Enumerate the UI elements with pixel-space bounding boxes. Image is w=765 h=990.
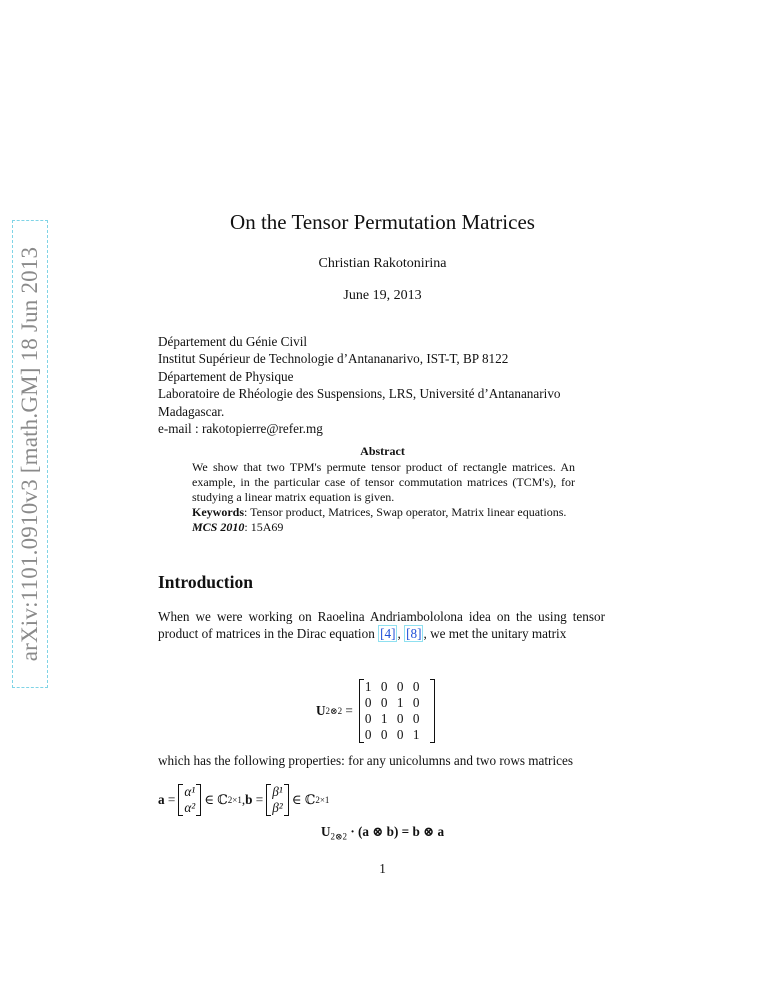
vector-b-brackets	[266, 784, 289, 816]
matrix-brackets	[359, 679, 435, 743]
vector-a-brackets	[178, 784, 201, 816]
author-name: Christian Rakotonirina	[318, 256, 447, 271]
matrix-cell: 1	[412, 727, 420, 742]
paper-title: On the Tensor Permutation Matrices	[230, 210, 535, 234]
equals-sign: =	[252, 792, 264, 807]
matrix-cell: 0	[412, 695, 420, 710]
mcs-line	[192, 520, 575, 535]
affiliation-block	[158, 333, 618, 437]
citation-link[interactable]: [8]	[406, 626, 422, 642]
vector-b-label: b	[245, 792, 253, 807]
matrix-cell: 0	[412, 679, 420, 694]
swap-lhs: U	[320, 824, 331, 839]
matrix-cell: 0	[396, 711, 404, 726]
matrix-cell: 0	[364, 727, 372, 742]
matrix-cell: 0	[364, 711, 372, 726]
keywords-text: : Tensor product, Matrices, Swap operator, Matrix linear equations.	[244, 505, 567, 519]
affiliation-line: Laboratoire de Rhéologie des Suspensions, LRS, Université d’Antananarivo	[158, 386, 561, 402]
vector-a-label: a	[158, 792, 165, 807]
dimension-superscript: 2×1	[315, 795, 330, 805]
matrix-cell: 0	[380, 727, 388, 742]
abstract-text: We show that two TPM's permute tensor product of rectangle matrices. An example, in the particular case of tensor commutation matrices (TCM's), for studying a linear matrix equation is given.	[192, 460, 575, 504]
swap-lhs-subscript: 2⊗2	[330, 831, 348, 842]
equals-sign: =	[164, 792, 176, 807]
matrix-cell: 0	[412, 711, 420, 726]
citation-separator: ,	[397, 626, 405, 642]
matrix-lhs: U	[316, 703, 326, 718]
intro-text-b: , we met the unitary matrix	[423, 626, 567, 642]
affiliation-line: Madagascar.	[158, 403, 225, 419]
vector-definitions	[158, 782, 329, 818]
matrix-cell: 1	[396, 695, 404, 710]
matrix-cell: 1	[380, 711, 388, 726]
matrix-cell: 0	[380, 679, 388, 694]
matrix-cell: 0	[364, 695, 372, 710]
page-number: 1	[379, 861, 386, 876]
vector-entry: β²	[272, 800, 283, 815]
equals-sign: =	[342, 703, 353, 718]
matrix-cell: 0	[396, 727, 404, 742]
matrix-grid	[365, 679, 429, 743]
swap-body: · (a ⊗ b) = b ⊗ a	[347, 824, 445, 839]
matrix-cell: 0	[380, 695, 388, 710]
section-heading: Introduction	[158, 572, 253, 592]
paper-date: June 19, 2013	[343, 288, 422, 303]
dimension-superscript: 2×1	[227, 795, 242, 805]
abstract-heading: Abstract	[360, 444, 405, 458]
vector-entry: β¹	[272, 784, 283, 799]
matrix-lhs-subscript: 2⊗2	[325, 705, 343, 716]
abstract-body	[192, 460, 575, 535]
comma: ,	[241, 792, 246, 807]
matrix-cell: 1	[364, 679, 372, 694]
email-line: e-mail : rakotopierre@refer.mg	[158, 421, 323, 437]
citation-link[interactable]: [4]	[380, 626, 396, 642]
mcs-value: : 15A69	[244, 520, 284, 534]
matrix-equation	[316, 678, 435, 744]
membership-text: ∈ ℂ	[204, 792, 228, 807]
keywords-line	[192, 505, 575, 520]
swap-equation	[0, 824, 765, 843]
affiliation-line: Département du Génie Civil	[158, 334, 308, 349]
affiliation-line: Département de Physique	[158, 368, 294, 384]
arxiv-stamp-text: arXiv:1101.0910v3 [math.GM] 18 Jun 2013	[17, 246, 42, 662]
vector-entry: α²	[184, 800, 196, 815]
keywords-label: Keywords	[192, 505, 244, 519]
vector-entry: α¹	[184, 784, 196, 799]
intro-text-a: When we were working on Raoelina Andriambololona idea on the using tensor product of matrices in the Dirac equation	[158, 609, 605, 642]
intro-paragraph	[158, 608, 605, 643]
affiliation-line: Institut Supérieur de Technologie d’Antananarivo, IST-T, BP 8122	[158, 351, 509, 367]
mcs-label: MCS 2010	[192, 520, 245, 534]
properties-paragraph: which has the following properties: for any unicolumns and two rows matrices	[158, 753, 573, 768]
membership-text: ∈ ℂ	[291, 792, 316, 807]
matrix-cell: 0	[396, 679, 404, 694]
